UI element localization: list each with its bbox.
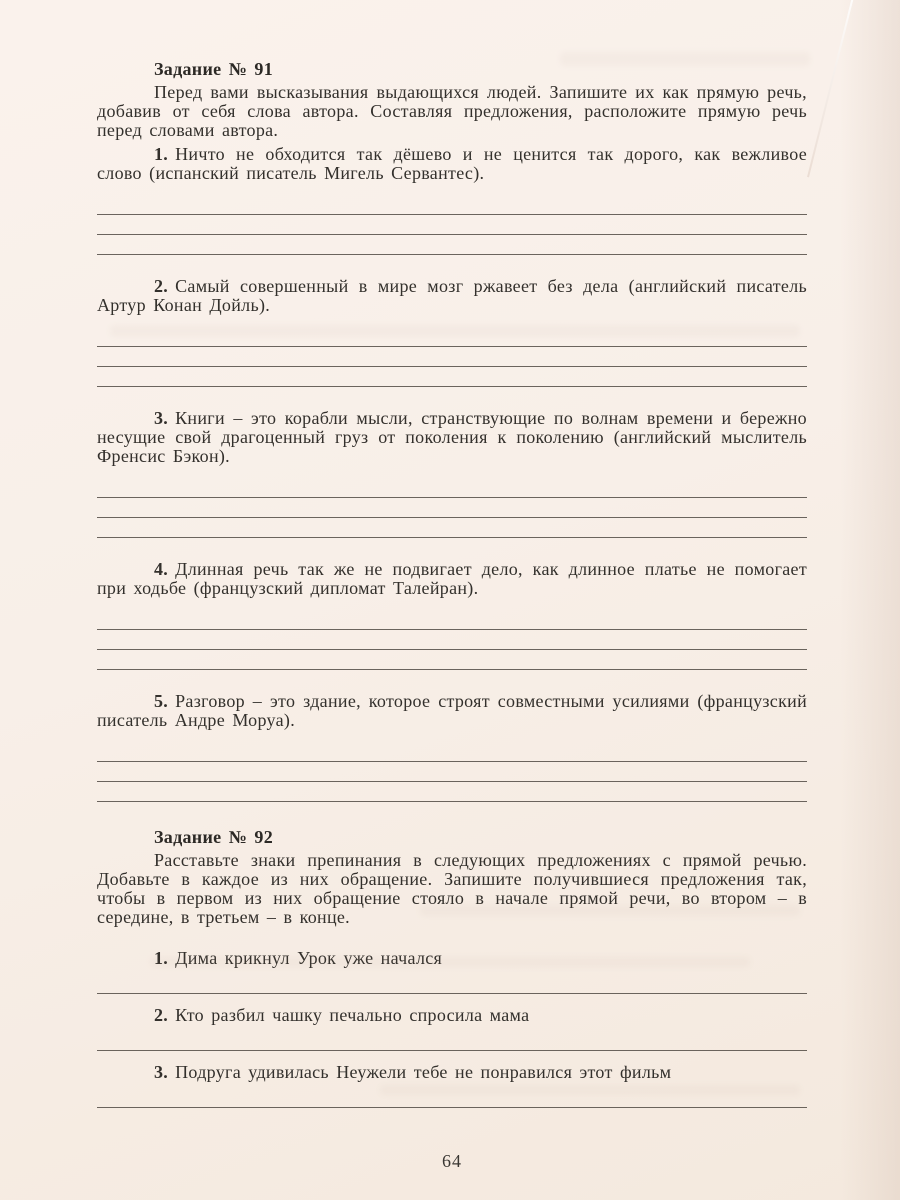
item-number: 4. [154,559,169,579]
item-number: 2. [154,1005,169,1025]
item-number: 1. [154,948,169,968]
answer-blanks [97,327,807,387]
page-number: 64 [442,1151,462,1171]
answer-line [97,1031,807,1051]
item-text: Книги – это корабли мысли, странствующие по волнам времени и бережно несущие свой драгоценный груз от поколения к поколению (английский мыслитель Френсис Бэкон). [97,408,807,466]
answer-line [97,215,807,235]
answer-line [97,650,807,670]
answer-line [97,974,807,994]
answer-blanks [97,974,807,994]
page-edge-shading [840,0,900,1200]
answer-line [97,235,807,255]
answer-line [97,742,807,762]
answer-line [97,195,807,215]
task92-intro: Расставьте знаки препинания в следующих предложениях с прямой речью. Добавьте в каждое из них обращение. Запишите получившиеся предложения так, чтобы в первом из них обращение стояло в начале прямой речи, во втором – в середине, в третьем – в конце. [97,850,807,927]
answer-blanks [97,742,807,802]
answer-blanks [97,478,807,538]
answer-blanks [97,195,807,255]
task92-item-2 [97,1006,807,1025]
item-text: Самый совершенный в мире мозг ржавеет без дела (английский писатель Артур Конан Дойль). [97,276,807,315]
task92-item-3 [97,1063,807,1082]
task91-item-3 [97,409,807,466]
answer-line [97,630,807,650]
answer-line [97,782,807,802]
task92-title: Задание № 92 [154,827,274,847]
task91-item-4 [97,560,807,598]
item-text: Кто разбил чашку печально спросила мама [175,1005,530,1025]
item-text: Длинная речь так же не подвигает дело, как длинное платье не помогает при ходьбе (французский дипломат Талейран). [97,559,807,598]
item-text: Дима крикнул Урок уже начался [175,948,443,968]
task91-intro: Перед вами высказывания выдающихся людей. Запишите их как прямую речь, добавив от себя слова автора. Составляя предложения, расположите прямую речь перед словами автора. [97,82,807,140]
answer-blanks [97,1031,807,1051]
answer-line [97,518,807,538]
item-text: Подруга удивилась Неужели тебе не понравился этот фильм [175,1062,672,1082]
answer-line [97,1088,807,1108]
item-number: 5. [154,691,169,711]
task91-title: Задание № 91 [154,59,274,79]
answer-line [97,762,807,782]
item-text: Ничто не обходится так дёшево и не ценится так дорого, как вежливое слово (испанский писатель Мигель Сервантес). [97,144,807,183]
answer-line [97,610,807,630]
answer-line [97,478,807,498]
item-text: Разговор – это здание, которое строят совместными усилиями (французский писатель Андре Моруа). [97,691,807,730]
item-number: 3. [154,408,169,428]
task92-item-1 [97,949,807,968]
answer-blanks [97,610,807,670]
item-number: 1. [154,144,169,164]
task91-item-5 [97,692,807,730]
answer-blanks [97,1088,807,1108]
task91-item-2 [97,277,807,315]
answer-line [97,498,807,518]
item-number: 2. [154,276,169,296]
task91-item-1 [97,145,807,183]
paper-crease [807,0,855,177]
answer-line [97,347,807,367]
answer-line [97,367,807,387]
answer-line [97,327,807,347]
item-number: 3. [154,1062,169,1082]
